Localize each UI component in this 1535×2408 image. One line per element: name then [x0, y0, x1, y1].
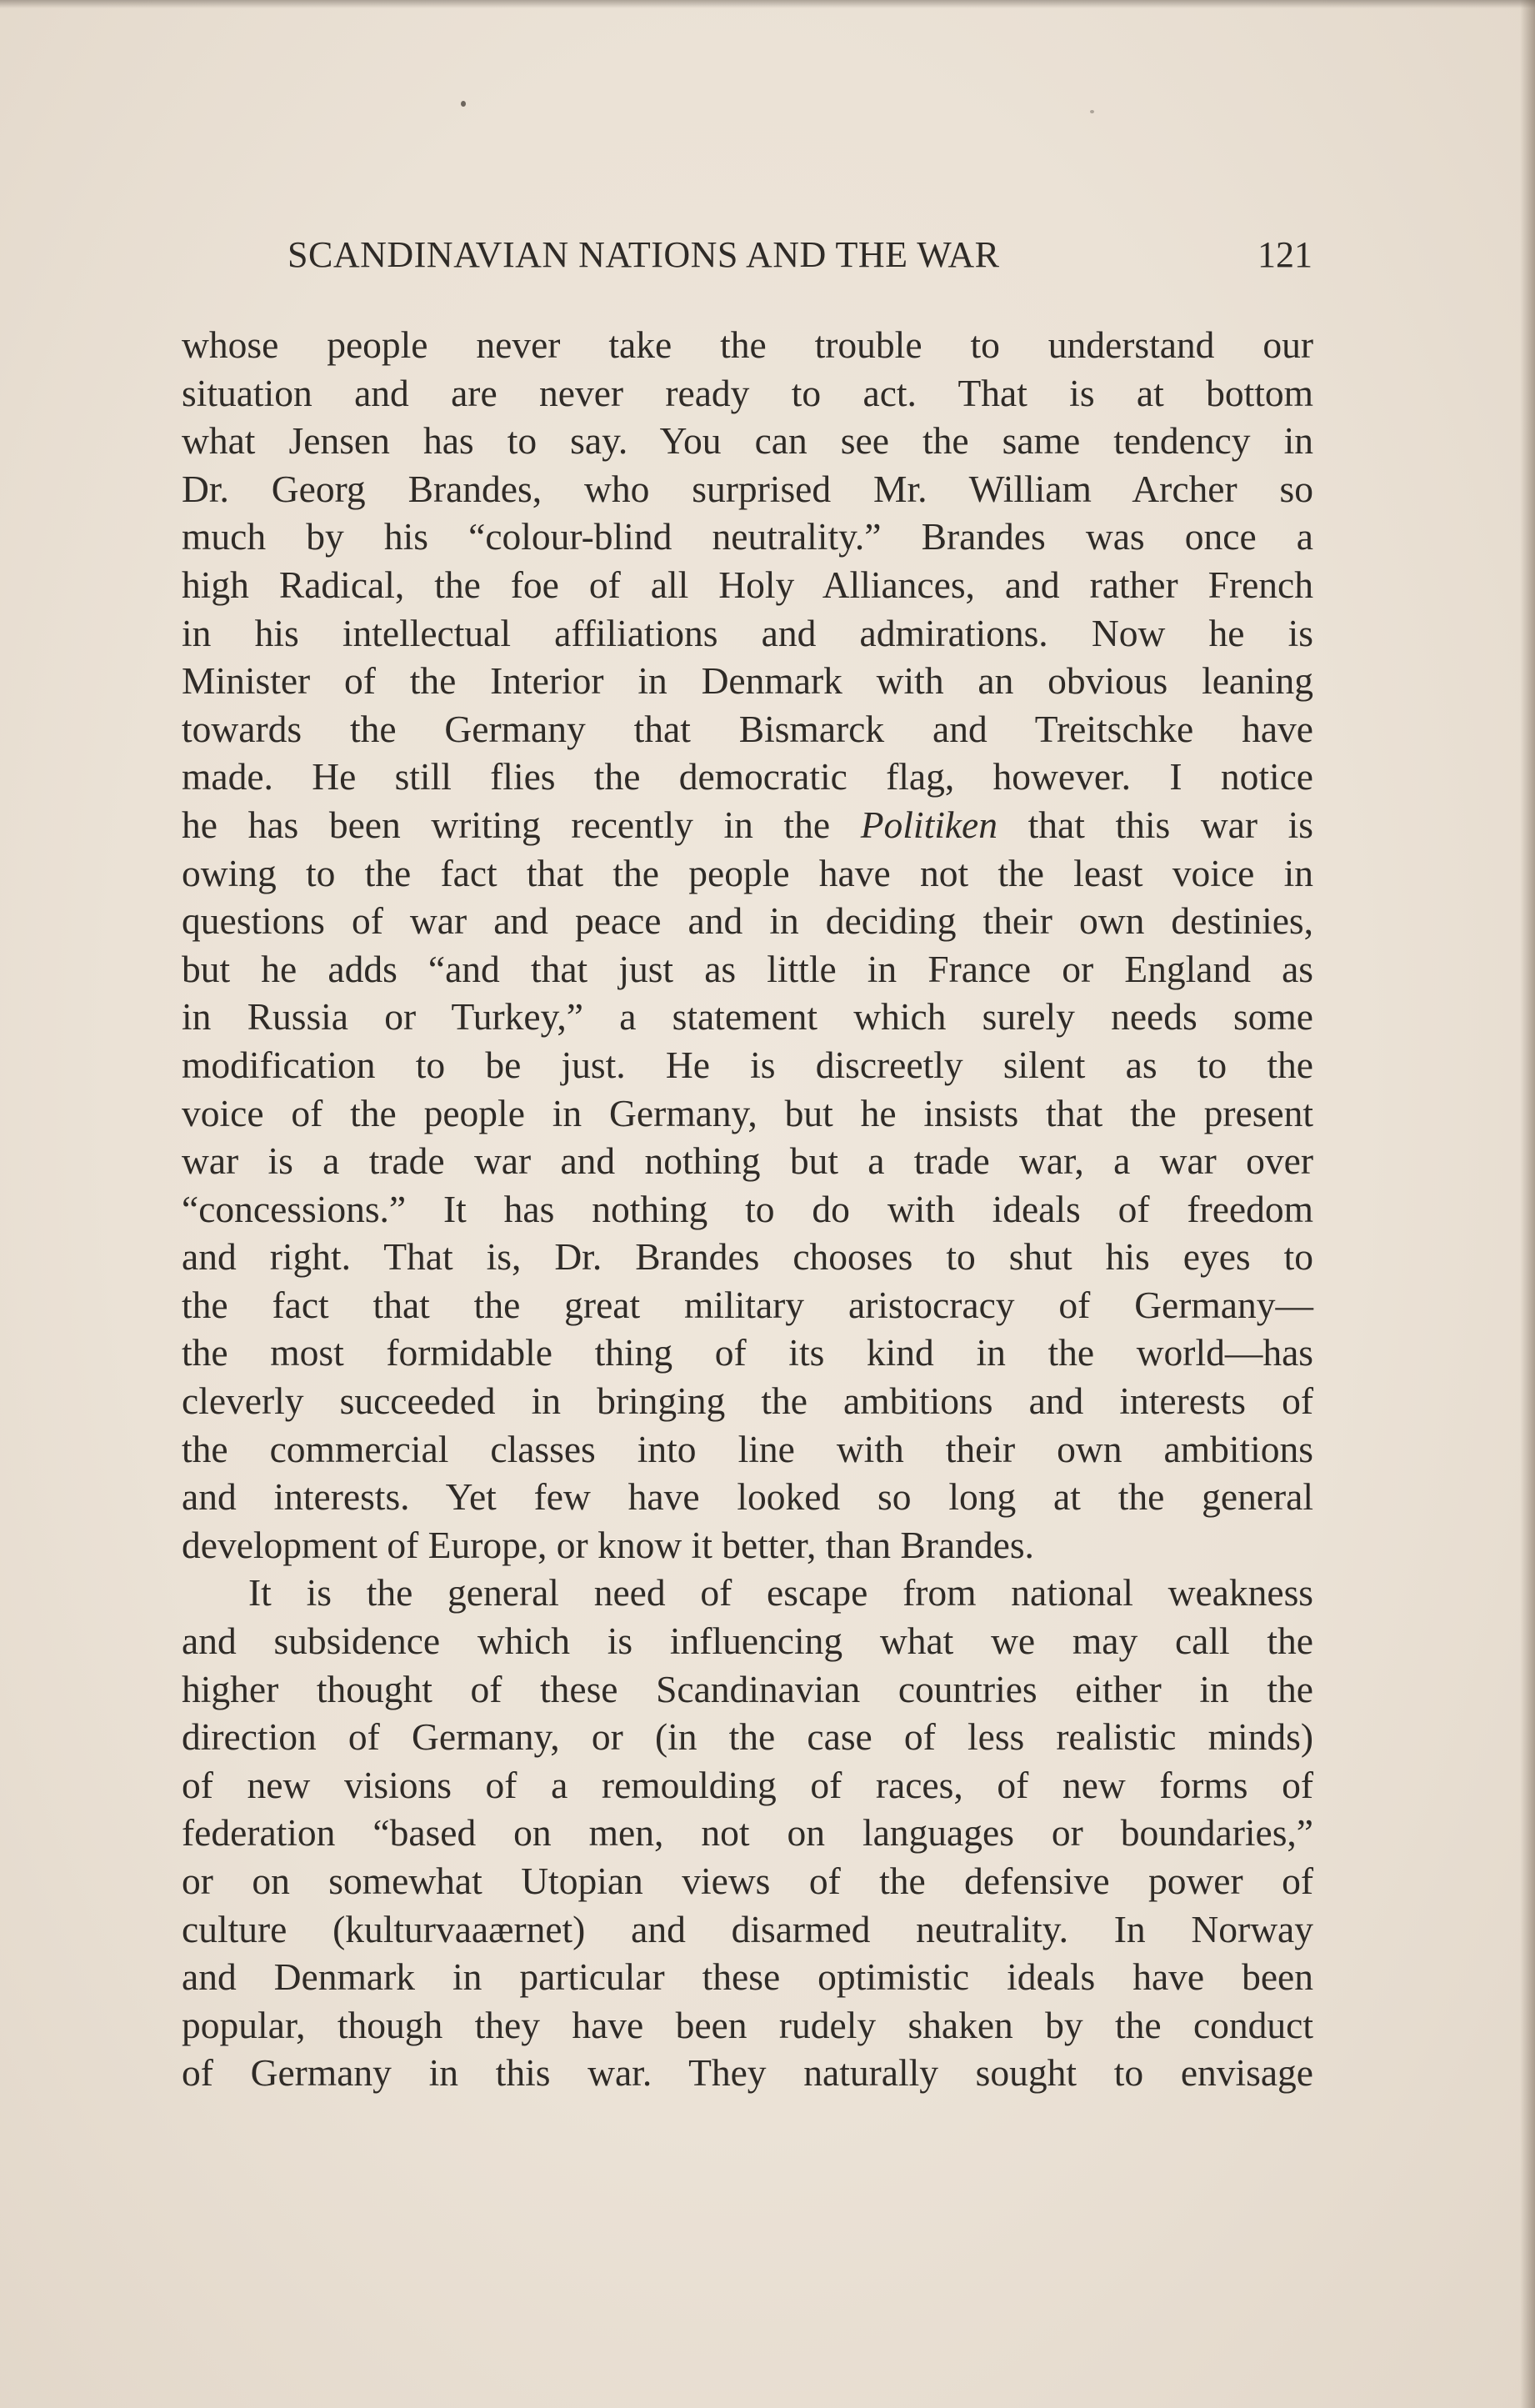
- text-line: he has been writing recently in the Politiken that this war is: [182, 803, 1313, 846]
- text-line: and Denmark in particular these optimistic ideals have been: [182, 1955, 1313, 1999]
- text-line: of new visions of a remoulding of races, of new forms of: [182, 1763, 1313, 1806]
- text-line: culture (kulturvaaærnet) and disarmed neutrality. In Norway: [182, 1907, 1313, 1950]
- paper-speck: [1090, 110, 1094, 113]
- text-line: but he adds “and that just as little in France or England as: [182, 947, 1313, 990]
- text-line: questions of war and peace and in deciding their own destinies,: [182, 899, 1313, 943]
- text-line: towards the Germany that Bismarck and Treitschke have: [182, 707, 1313, 750]
- text-line: or on somewhat Utopian views of the defensive power of: [182, 1860, 1313, 1902]
- page-number: 121: [1258, 234, 1312, 275]
- text-line: cleverly succeeded in bringing the ambitions and interests of: [182, 1379, 1313, 1423]
- text-line: in his intellectual affiliations and admirations. Now he is: [182, 611, 1313, 654]
- text-line: the most formidable thing of its kind in the world—has: [182, 1331, 1313, 1374]
- text-line: direction of Germany, or (in the case of less realistic minds): [182, 1715, 1313, 1759]
- text-line: and right. That is, Dr. Brandes chooses to shut his eyes to: [182, 1235, 1313, 1279]
- page-edge-shadow: [1520, 0, 1535, 2408]
- running-head: [288, 233, 1312, 283]
- page-top-shadow: [0, 0, 1535, 8]
- running-head-title: SCANDINAVIAN NATIONS AND THE WAR: [288, 234, 1000, 275]
- text-line: higher thought of these Scandinavian countries either in the: [182, 1667, 1313, 1710]
- text-line: the commercial classes into line with their own ambitions: [182, 1427, 1313, 1470]
- text-line: and interests. Yet few have looked so long at the general: [182, 1475, 1313, 1519]
- text-line: situation and are never ready to act. That is at bottom: [182, 371, 1313, 414]
- text-line: much by his “colour-blind neutrality.” Brandes was once a: [182, 515, 1313, 558]
- italic-title: Politiken: [860, 803, 998, 846]
- text-line: development of Europe, or know it better, than Brandes.: [182, 1523, 1034, 1566]
- body-text: [182, 321, 1313, 2097]
- text-line: popular, though they have been rudely shaken by the conduct: [182, 2003, 1313, 2046]
- text-line: the fact that the great military aristocracy of Germany—: [182, 1283, 1313, 1326]
- text-line: made. He still flies the democratic flag, however. I notice: [182, 755, 1313, 798]
- text-line: in Russia or Turkey,” a statement which surely needs some: [182, 995, 1313, 1039]
- text-line: “concessions.” It has nothing to do with ideals of freedom: [182, 1187, 1313, 1230]
- text-line: modification to be just. He is discreetly silent as to the: [182, 1043, 1313, 1086]
- text-line: whose people never take the trouble to understand our: [182, 323, 1313, 366]
- text-line: Minister of the Interior in Denmark with an obvious leaning: [182, 659, 1313, 703]
- text-line: Dr. Georg Brandes, who surprised Mr. William Archer so: [182, 467, 1313, 510]
- paragraph: [182, 1569, 1313, 2097]
- text-line: what Jensen has to say. You can see the same tendency in: [182, 419, 1313, 463]
- paper-speck: [461, 101, 466, 107]
- text-line: It is the general need of escape from national weakness: [248, 1571, 1313, 1615]
- text-line: and subsidence which is influencing what we may call the: [182, 1620, 1313, 1663]
- paragraph: [182, 321, 1313, 1569]
- text-line: voice of the people in Germany, but he insists that the present: [182, 1091, 1313, 1134]
- text-line: war is a trade war and nothing but a trade war, a war over: [182, 1139, 1313, 1183]
- text-line: high Radical, the foe of all Holy Alliances, and rather French: [182, 563, 1313, 606]
- text-line: federation “based on men, not on languages or boundaries,”: [182, 1811, 1313, 1855]
- text-line: owing to the fact that the people have not the least voice in: [182, 851, 1313, 894]
- text-line: of Germany in this war. They naturally sought to envisage: [182, 2051, 1313, 2095]
